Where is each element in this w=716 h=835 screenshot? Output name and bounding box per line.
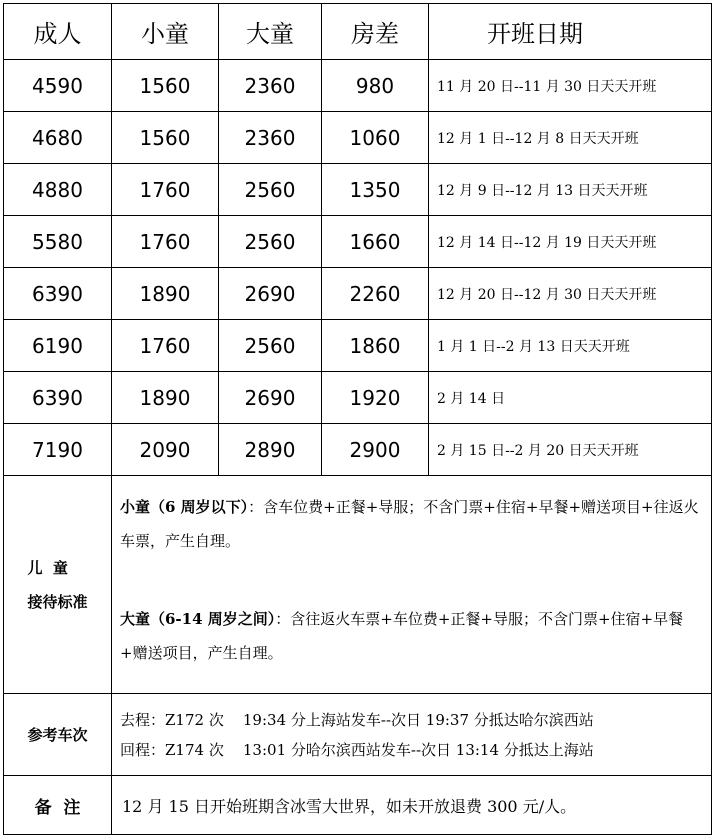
child-big-price: 2690	[219, 372, 322, 424]
header-child-big: 大童	[219, 4, 322, 60]
adult-price: 4680	[4, 112, 112, 164]
table-row	[4, 424, 712, 476]
children-policy-text	[112, 476, 712, 694]
room-diff-price: 1860	[322, 320, 429, 372]
room-diff-price: 2260	[322, 268, 429, 320]
child-small-price: 1890	[112, 268, 219, 320]
departure-dates: 12 月 14 日--12 月 19 日天天开班	[429, 216, 712, 268]
note-label: 备 注	[4, 776, 112, 835]
header-adult: 成人	[4, 4, 112, 60]
table-row	[4, 216, 712, 268]
departure-dates: 2 月 15 日--2 月 20 日天天开班	[429, 424, 712, 476]
child-small-price: 1760	[112, 216, 219, 268]
room-diff-price: 2900	[322, 424, 429, 476]
child-small-price: 1760	[112, 320, 219, 372]
train-details	[112, 694, 712, 776]
child-big-price: 2690	[219, 268, 322, 320]
child-big-price: 2360	[219, 112, 322, 164]
adult-price: 6390	[4, 268, 112, 320]
train-row	[4, 694, 712, 776]
train-label: 参考车次	[4, 694, 112, 776]
price-table	[3, 3, 712, 835]
small-child-text: ：含车位费+正餐+导服；不含门票+住宿+早餐+赠送项目+往返火车票，产生自理。	[120, 498, 699, 550]
room-diff-price: 1920	[322, 372, 429, 424]
big-child-policy	[120, 602, 707, 670]
child-big-price: 2560	[219, 216, 322, 268]
table-row	[4, 164, 712, 216]
header-row	[4, 4, 712, 60]
outbound-train: 去程：Z172 次 19:34 分上海站发车--次日 19:37 分抵达哈尔滨西站	[120, 710, 594, 729]
child-small-price: 1560	[112, 60, 219, 112]
return-train: 回程：Z174 次 13:01 分哈尔滨西站发车--次日 13:14 分抵达上海站	[120, 740, 594, 759]
child-big-price: 2890	[219, 424, 322, 476]
adult-price: 6390	[4, 372, 112, 424]
child-small-price: 2090	[112, 424, 219, 476]
big-child-title: 大童（6-14 周岁之间）	[120, 610, 276, 628]
departure-dates: 2 月 14 日	[429, 372, 712, 424]
small-child-policy	[120, 490, 707, 558]
room-diff-price: 1660	[322, 216, 429, 268]
table-row	[4, 112, 712, 164]
departure-dates: 12 月 1 日--12 月 8 日天天开班	[429, 112, 712, 164]
children-label-line2: 接待标准	[27, 592, 88, 611]
table-row	[4, 320, 712, 372]
note-text: 12 月 15 日开始班期含冰雪大世界，如未开放退费 300 元/人。	[112, 776, 712, 835]
child-big-price: 2560	[219, 164, 322, 216]
child-big-price: 2360	[219, 60, 322, 112]
table-row	[4, 268, 712, 320]
header-child-small: 小童	[112, 4, 219, 60]
table-row	[4, 372, 712, 424]
room-diff-price: 1060	[322, 112, 429, 164]
room-diff-price: 980	[322, 60, 429, 112]
adult-price: 4880	[4, 164, 112, 216]
big-child-text: ：含往返火车票+车位费+正餐+导服；不含门票+住宿+早餐+赠送项目，产生自理。	[120, 610, 684, 662]
departure-dates: 11 月 20 日--11 月 30 日天天开班	[429, 60, 712, 112]
children-policy-label	[4, 476, 112, 694]
child-small-price: 1560	[112, 112, 219, 164]
adult-price: 4590	[4, 60, 112, 112]
note-row	[4, 776, 712, 835]
departure-dates: 12 月 20 日--12 月 30 日天天开班	[429, 268, 712, 320]
children-label-line1: 儿 童	[27, 558, 68, 577]
departure-dates: 12 月 9 日--12 月 13 日天天开班	[429, 164, 712, 216]
header-dates: 开班日期	[429, 4, 712, 60]
departure-dates: 1 月 1 日--2 月 13 日天天开班	[429, 320, 712, 372]
adult-price: 5580	[4, 216, 112, 268]
room-diff-price: 1350	[322, 164, 429, 216]
child-big-price: 2560	[219, 320, 322, 372]
child-small-price: 1890	[112, 372, 219, 424]
header-room-diff: 房差	[322, 4, 429, 60]
children-policy-row	[4, 476, 712, 694]
adult-price: 7190	[4, 424, 112, 476]
table-row	[4, 60, 712, 112]
small-child-title: 小童（6 周岁以下）	[120, 498, 249, 516]
adult-price: 6190	[4, 320, 112, 372]
child-small-price: 1760	[112, 164, 219, 216]
